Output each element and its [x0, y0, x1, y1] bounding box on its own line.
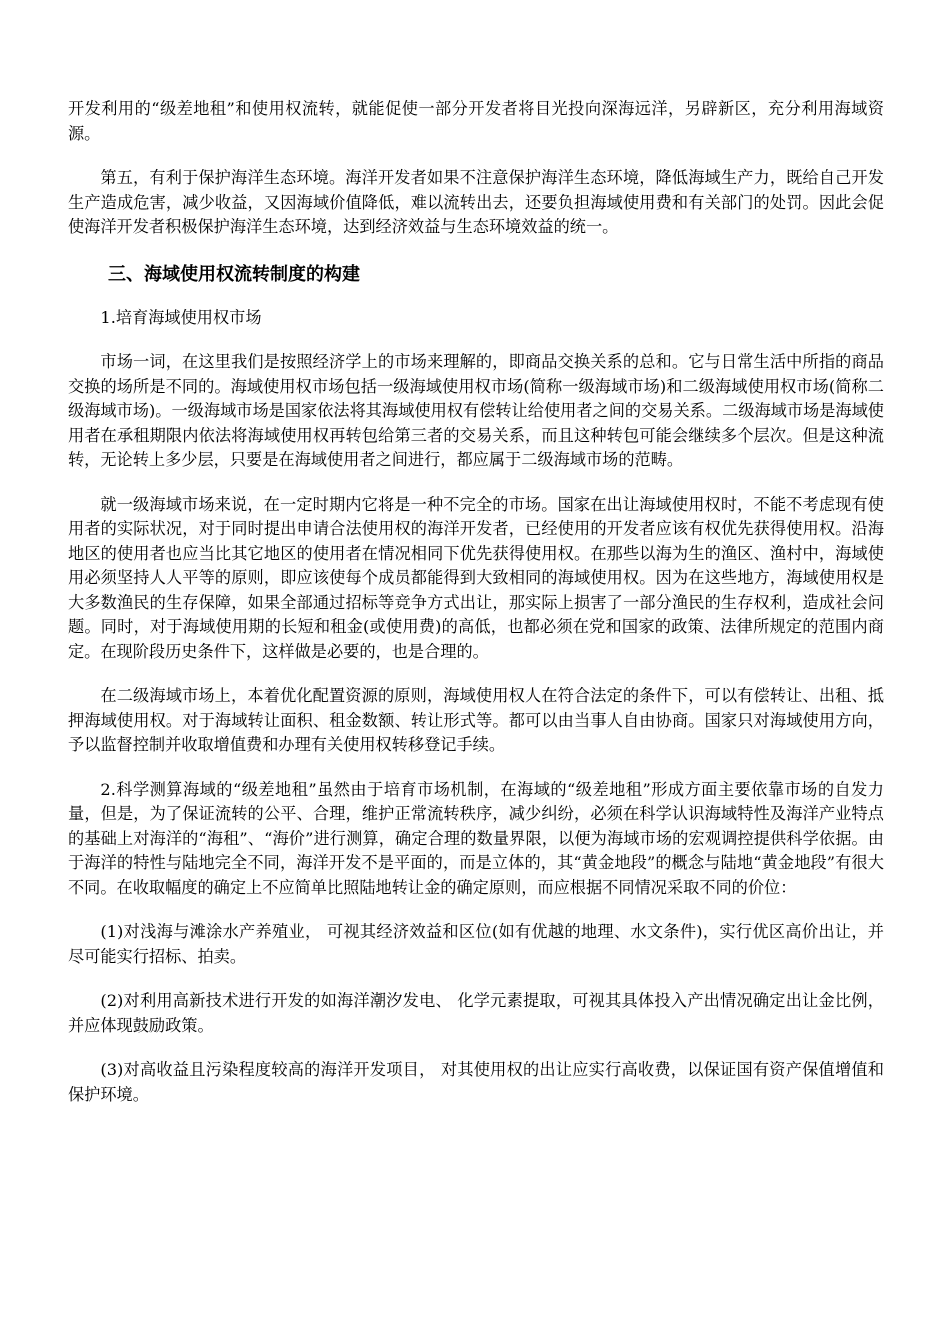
paragraph-primary-market: 就一级海域市场来说，在一定时期内它将是一种不完全的市场。国家在出让海域使用权时，不能不考虑现有使用者的实际状况，对于同时提出申请合法使用权的海洋开发者，已经使用的开发者应该有权优先获得使用权。沿海地区的使用者也应当比其它地区的使用者在情况相同下优先获得使用权。在那些以海为生的渔区、渔村中，海域使用必须坚持人人平等的原则，即应该使每个成员都能得到大致相同的海域使用权。因为在这些地方，海域使用权是大多数渔民的生存保障，如果全部通过招标等竞争方式出让，那实际上损害了一部分渔民的生存权利，造成社会问题。同时，对于海域使用期的长短和租金(或使用费)的高低，也都必须在党和国家的政策、法律所规定的范围内商定。在现阶段历史条件下，这样做是必要的，也是合理的。 [68, 494, 884, 661]
subsection-title-1: 1.培育海域使用权市场 [100, 307, 262, 327]
paragraph-continuation: 开发利用的“级差地租”和使用权流转，就能促使一部分开发者将目光投向深海远洋，另辟新区，充分利用海域资源。 [68, 99, 884, 143]
list-item-2: (2)对利用高新技术进行开发的如海洋潮汐发电、 化学元素提取，可视其具体投入产出情况确定出让金比例，并应体现鼓励政策。 [68, 991, 884, 1035]
document-page [68, 97, 884, 1107]
list-item-3: (3)对高收益且污染程度较高的海洋开发项目， 对其使用权的出让应实行高收费，以保证国有资产保值增值和保护环境。 [68, 1060, 884, 1104]
list-item-1: (1)对浅海与滩涂水产养殖业， 可视其经济效益和区位(如有优越的地理、水文条件)，实行优区高价出让，并尽可能实行招标、拍卖。 [68, 922, 884, 966]
paragraph-fifth-benefit: 第五，有利于保护海洋生态环境。海洋开发者如果不注意保护海洋生态环境，降低海域生产力，既给自己开发生产造成危害，减少收益，又因海域价值降低，难以流转出去，还要负担海域使用费和有关部门的处罚。因此会促使海洋开发者积极保护海洋生态环境，达到经济效益与生态环境效益的统一。 [68, 168, 884, 236]
paragraph-secondary-market: 在二级海域市场上，本着优化配置资源的原则，海域使用权人在符合法定的条件下，可以有偿转让、出租、抵押海域使用权。对于海域转让面积、租金数额、转让形式等。都可以由当事人自由协商。国家只对海域使用方向，予以监督控制并收取增值费和办理有关使用权转移登记手续。 [68, 686, 884, 754]
paragraph-market-definition: 市场一词，在这里我们是按照经济学上的市场来理解的，即商品交换关系的总和。它与日常生活中所指的商品交换的场所是不同的。海域使用权市场包括一级海域使用权市场(简称一级海域市场)和二级海域使用权市场(简称二级海域市场)。一级海域市场是国家依法将其海域使用权有偿转让给使用者之间的交易关系。二级海域市场是海域使用者在承租期限内依法将海域使用权再转包给第三者的交易关系，而且这种转包可能会继续多个层次。但是这种流转，无论转上多少层，只要是在海域使用者之间进行，都应属于二级海域市场的范畴。 [68, 352, 884, 469]
paragraph-differential-rent: 2.科学测算海域的“级差地租”虽然由于培育市场机制，在海域的“级差地租”形成方面主要依靠市场的自发力量，但是，为了保证流转的公平、合理，维护正常流转秩序，减少纠纷，必须在科学认识海域特性及海洋产业特点的基础上对海洋的“海租”、“海价”进行测算，确定合理的数量界限，以便为海域市场的宏观调控提供科学依据。由于海洋的特性与陆地完全不同，海洋开发不是平面的，而是立体的，其“黄金地段”的概念与陆地“黄金地段”有很大不同。在收取幅度的确定上不应简单比照陆地转让金的确定原则，而应根据不同情况采取不同的价位： [68, 779, 884, 897]
section-heading: 三、海域使用权流转制度的构建 [108, 263, 360, 285]
